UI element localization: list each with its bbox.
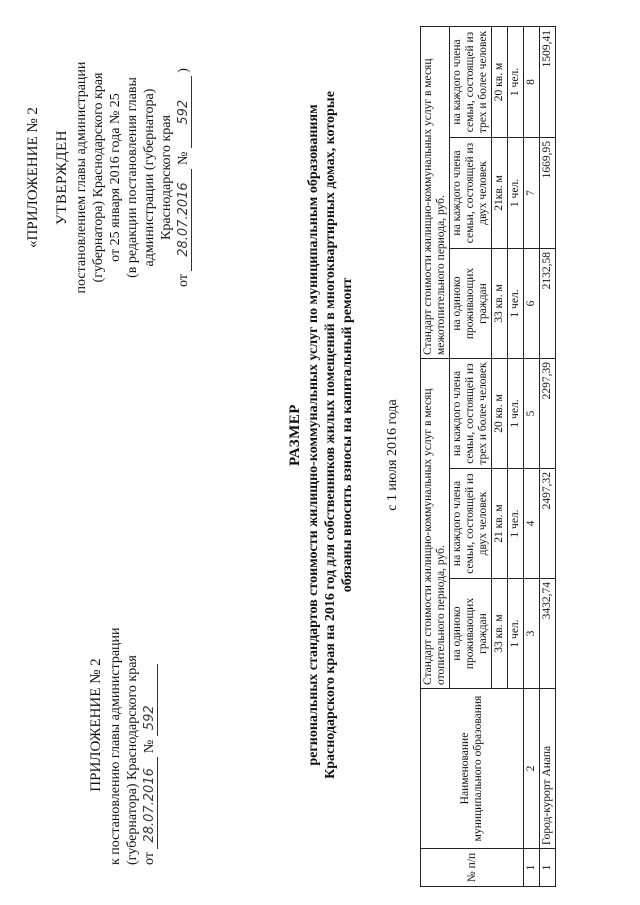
right-appendix-date-line <box>175 40 192 315</box>
index-cell: 7 <box>524 137 540 248</box>
col-header-number: № п/п <box>421 849 524 887</box>
right-appendix-title: «ПРИЛОЖЕНИЕ № 2 <box>25 107 41 248</box>
right-appendix-line: постановлением главы администрации <box>74 61 89 294</box>
index-cell: 4 <box>524 469 540 579</box>
right-appendix-block <box>25 40 192 315</box>
table-header-row <box>421 26 450 886</box>
table-index-row <box>524 26 540 886</box>
persons-cell: 1 чел. <box>508 248 524 358</box>
left-from-label: от <box>142 852 157 865</box>
right-handwritten-number: 592 <box>177 76 192 148</box>
index-cell: 1 <box>524 849 540 887</box>
right-number-label: № <box>176 151 191 166</box>
left-appendix-block <box>88 615 158 865</box>
persons-cell: 1 чел. <box>508 137 524 248</box>
right-appendix-line: администрации (губернатора) <box>142 88 157 267</box>
effective-date: с 1 июля 2016 года <box>385 399 400 511</box>
right-closing-paren: ) <box>176 68 191 73</box>
sub-header: на каждого члена семьи, состоящей из двух человек <box>450 137 492 248</box>
row-number: 1 <box>540 849 556 887</box>
left-appendix-date-line <box>141 615 158 865</box>
table-row <box>540 26 556 886</box>
right-appendix-line: Краснодарского края <box>159 115 174 240</box>
right-appendix-line: от 25 января 2016 года № 25 <box>108 93 123 262</box>
area-cell: 21кв. м <box>492 137 508 248</box>
row-value: 2497,32 <box>540 469 556 579</box>
sub-header: на каждого члена семьи, состоящей из трех и более человек <box>450 26 492 137</box>
area-cell: 33 кв. м <box>492 248 508 358</box>
document-heading: РАЗМЕР <box>287 404 303 466</box>
sub-header: на одиноко проживающих граждан <box>450 248 492 358</box>
persons-cell: 1 чел. <box>508 26 524 137</box>
sub-header: на каждого члена семьи, состоящей из двух человек <box>450 469 492 579</box>
sub-header: на одиноко проживающих граждан <box>450 579 492 689</box>
row-value: 3432,74 <box>540 579 556 689</box>
left-handwritten-number: 592 <box>143 664 158 736</box>
document-title-line2: Краснодарского края на 2016 год для собственников жилых помещений в многоквартирных домах, которые <box>323 91 338 779</box>
index-cell: 8 <box>524 26 540 137</box>
document-title-block <box>287 85 356 785</box>
left-number-label: № <box>142 739 157 754</box>
row-value: 2297,39 <box>540 358 556 468</box>
group-header-heating: Стандарт стоимости жилищно-коммунальных услуг в месяц отопительного периода, руб. <box>421 358 450 688</box>
index-cell: 2 <box>524 689 540 849</box>
left-appendix-title: ПРИЛОЖЕНИЕ № 2 <box>88 658 104 792</box>
document-title-line3: обязаны вносить взносы на капитальный ремонт <box>340 277 355 593</box>
persons-cell: 1 чел. <box>508 358 524 468</box>
area-cell: 21 кв. м <box>492 469 508 579</box>
area-cell: 20 кв. м <box>492 358 508 468</box>
row-value: 2132,58 <box>540 248 556 358</box>
area-cell: 20 кв. м <box>492 26 508 137</box>
rates-table <box>420 26 556 887</box>
persons-cell: 1 чел. <box>508 469 524 579</box>
right-from-label: от <box>176 274 191 287</box>
right-appendix-line: (в редакции постановления главы <box>125 77 140 278</box>
right-handwritten-date: 28.07.2016 <box>177 169 192 271</box>
row-value: 1509,41 <box>540 26 556 137</box>
index-cell: 3 <box>524 579 540 689</box>
row-value: 1669,95 <box>540 137 556 248</box>
right-appendix-line: (губернатора) Краснодарского края <box>91 72 106 283</box>
group-header-interheating: Стандарт стоимости жилищно-коммунальных услуг в месяц межотопительного периода, руб. <box>421 26 450 358</box>
left-handwritten-date: 28.07.2016 <box>143 757 158 849</box>
area-cell: 33 кв. м <box>492 579 508 689</box>
col-header-municipality: Наименование муниципального образования <box>421 689 524 849</box>
persons-cell: 1 чел. <box>508 579 524 689</box>
approved-heading: УТВЕРЖДЕН <box>54 130 70 225</box>
sub-header: на каждого члена семьи, состоящей из трех и более человек <box>450 358 492 468</box>
row-municipality: Город-курорт Анапа <box>540 689 556 849</box>
left-appendix-line2: (губернатора) Краснодарского края <box>125 655 140 865</box>
left-appendix-line1: к постановлению главы администрации <box>108 627 123 865</box>
document-title-line1: региональных стандартов стоимости жилищно-коммунальных услуг по муниципальным образованиям <box>306 104 321 766</box>
index-cell: 5 <box>524 358 540 468</box>
index-cell: 6 <box>524 248 540 358</box>
